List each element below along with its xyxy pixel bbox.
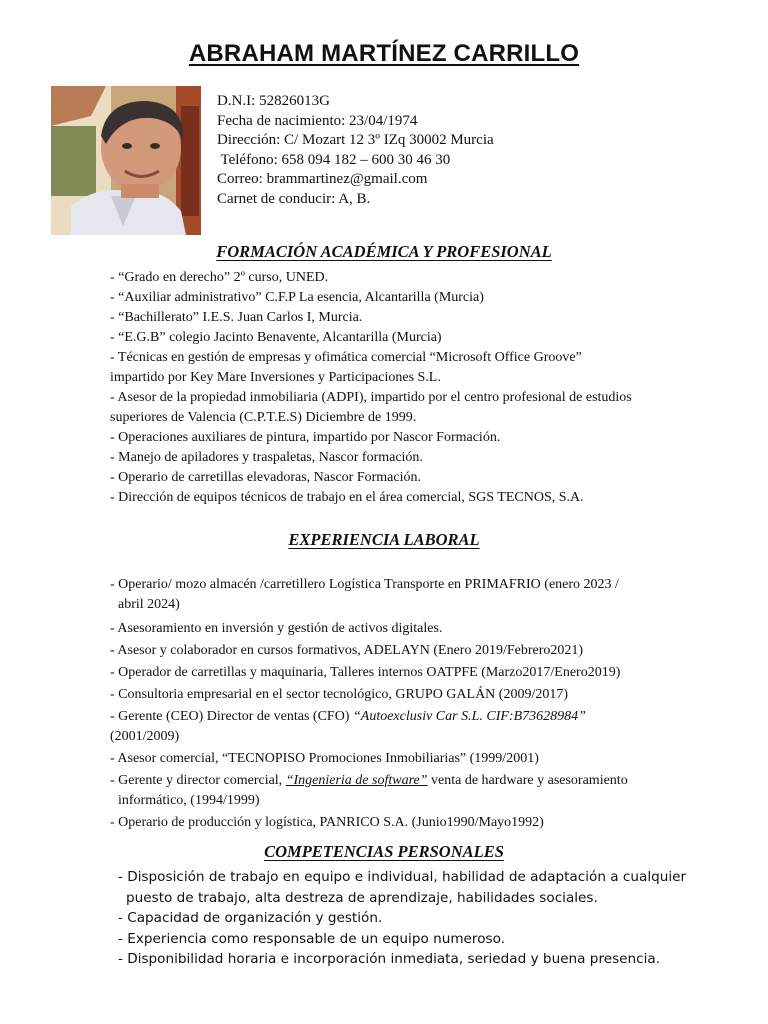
list-item-text: (2001/2009) bbox=[110, 729, 180, 744]
list-item: - Asesor comercial, “TECNOPISO Promociones Inmobiliarias” (1999/2001) bbox=[110, 751, 539, 766]
list-item: - “Auxiliar administrativo” C.F.P La esencia, Alcantarilla (Murcia) bbox=[110, 290, 484, 305]
education-list bbox=[110, 268, 700, 508]
list-item: - Operaciones auxiliares de pintura, impartido por Nascor Formación. bbox=[110, 430, 501, 445]
list-item: - Capacidad de organización y gestión. bbox=[118, 910, 383, 926]
list-item: - Asesor y colaborador en cursos formativos, ADELAYN (Enero 2019/Febrero2021) bbox=[110, 643, 584, 658]
list-item: - Operario de carretillas elevadoras, Nascor Formación. bbox=[110, 470, 421, 485]
company-name: “Autoexclusiv Car S.L. CIF:B73628984” bbox=[352, 709, 586, 724]
list-item: superiores de Valencia (C.P.T.E.S) Diciembre de 1999. bbox=[110, 410, 417, 425]
experience-list bbox=[110, 575, 700, 833]
list-item: - Experiencia como responsable de un equipo numeroso. bbox=[118, 930, 506, 947]
list-item bbox=[118, 867, 708, 908]
list-item bbox=[110, 707, 700, 747]
list-item: impartido por Key Mare Inversiones y Participaciones S.L. bbox=[110, 370, 441, 385]
list-item-text: - Operario/ mozo almacén /carretillero Logística Transporte en PRIMAFRIO (enero 2023 / bbox=[110, 577, 619, 592]
list-item-text: venta de hardware y asesoramiento bbox=[427, 773, 628, 788]
license-text: Carnet de conducir: A, B. bbox=[217, 190, 371, 207]
list-item: - Asesor de la propiedad inmobiliaria (ADPI), impartido por el centro profesional de estudios bbox=[110, 390, 632, 405]
list-item: - Operador de carretillas y maquinaria, Talleres internos OATPFE (Marzo2017/Enero2019) bbox=[110, 665, 621, 680]
contact-info bbox=[217, 92, 494, 209]
list-item bbox=[110, 575, 700, 615]
birth-date-text: Fecha de nacimiento: 23/04/1974 bbox=[217, 112, 418, 129]
company-name: “Ingenieria de software” bbox=[285, 773, 428, 788]
list-item-text: - Disposición de trabajo en equipo e individual, habilidad de adaptación a cualquier bbox=[118, 869, 687, 885]
profile-photo bbox=[51, 86, 201, 235]
list-item-text: - Gerente y director comercial, bbox=[110, 773, 286, 788]
list-item: - Consultoria empresarial en el sector tecnológico, GRUPO GALÁN (2009/2017) bbox=[110, 687, 569, 702]
list-item-text: abril 2024) bbox=[118, 597, 180, 612]
skills-list bbox=[118, 867, 708, 970]
email-text: Correo: brammartinez@gmail.com bbox=[217, 171, 428, 187]
list-item: - Asesoramiento en inversión y gestión de activos digitales. bbox=[110, 621, 443, 636]
list-item bbox=[110, 771, 700, 811]
list-item-text: puesto de trabajo, alta destreza de aprendizaje, habilidades sociales. bbox=[126, 889, 598, 906]
list-item: - “Bachillerato” I.E.S. Juan Carlos I, Murcia. bbox=[110, 310, 363, 325]
skills-heading: COMPETENCIAS PERSONALES bbox=[264, 842, 504, 861]
phone-text: Teléfono: 658 094 182 – 600 30 46 30 bbox=[217, 151, 451, 168]
list-item: - Dirección de equipos técnicos de trabajo en el área comercial, SGS TECNOS, S.A. bbox=[110, 490, 584, 505]
list-item-text: - Gerente (CEO) Director de ventas (CFO) bbox=[110, 709, 353, 724]
cv-name: ABRAHAM MARTÍNEZ CARRILLO bbox=[188, 40, 580, 67]
list-item-text: informático, (1994/1999) bbox=[118, 793, 260, 808]
education-heading: FORMACIÓN ACADÉMICA Y PROFESIONAL bbox=[216, 242, 552, 261]
list-item: - Disponibilidad horaria e incorporación inmediata, seriedad y buena presencia. bbox=[118, 951, 661, 967]
address-text: Dirección: C/ Mozart 12 3º IZq 30002 Murcia bbox=[217, 132, 494, 148]
list-item: - “E.G.B” colegio Jacinto Benavente, Alcantarilla (Murcia) bbox=[110, 330, 442, 345]
list-item: - “Grado en derecho” 2º curso, UNED. bbox=[110, 270, 329, 285]
list-item: - Operario de producción y logística, PANRICO S.A. (Junio1990/Mayo1992) bbox=[110, 815, 544, 830]
list-item: - Técnicas en gestión de empresas y ofimática comercial “Microsoft Office Groove” bbox=[110, 350, 582, 365]
dni-text: D.N.I: 52826013G bbox=[217, 93, 330, 109]
experience-heading: EXPERIENCIA LABORAL bbox=[288, 530, 480, 549]
list-item: - Manejo de apiladores y traspaletas, Nascor formación. bbox=[110, 450, 423, 465]
